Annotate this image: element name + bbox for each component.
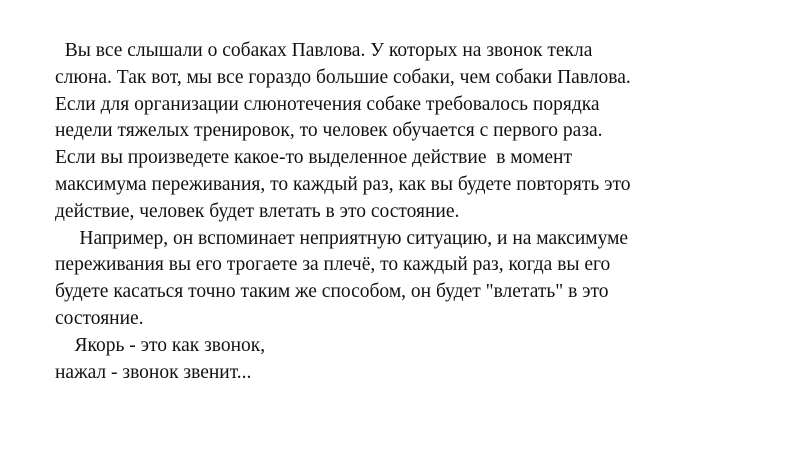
- text-line-8: Например, он вспоминает неприятную ситуацию, и на максимуме: [55, 227, 629, 249]
- text-line-10: будете касаться точно таким же способом, он будет "влетать" в это: [55, 281, 609, 303]
- body-text: [55, 38, 785, 386]
- text-line-3: Если для организации слюнотечения собаке требовалось порядка: [55, 93, 600, 115]
- text-line-12: Якорь - это как звонок,: [55, 334, 266, 356]
- text-line-9: переживания вы его трогаете за плечё, то каждый раз, когда вы его: [55, 254, 611, 276]
- text-line-13: нажал - звонок звенит...: [55, 361, 252, 383]
- text-line-11: состояние.: [55, 307, 144, 329]
- text-line-2: слюна. Так вот, мы все гораздо большие собаки, чем собаки Павлова.: [55, 66, 631, 88]
- text-line-1: Вы все слышали о собаках Павлова. У которых на звонок текла: [55, 40, 593, 61]
- text-line-7: действие, человек будет влетать в это состояние.: [55, 200, 460, 222]
- text-line-5: Если вы произведете какое-то выделенное действие в момент: [55, 147, 572, 169]
- text-line-4: недели тяжелых тренировок, то человек обучается с первого раза.: [55, 120, 603, 142]
- text-line-6: максимума переживания, то каждый раз, как вы будете повторять это: [55, 173, 631, 195]
